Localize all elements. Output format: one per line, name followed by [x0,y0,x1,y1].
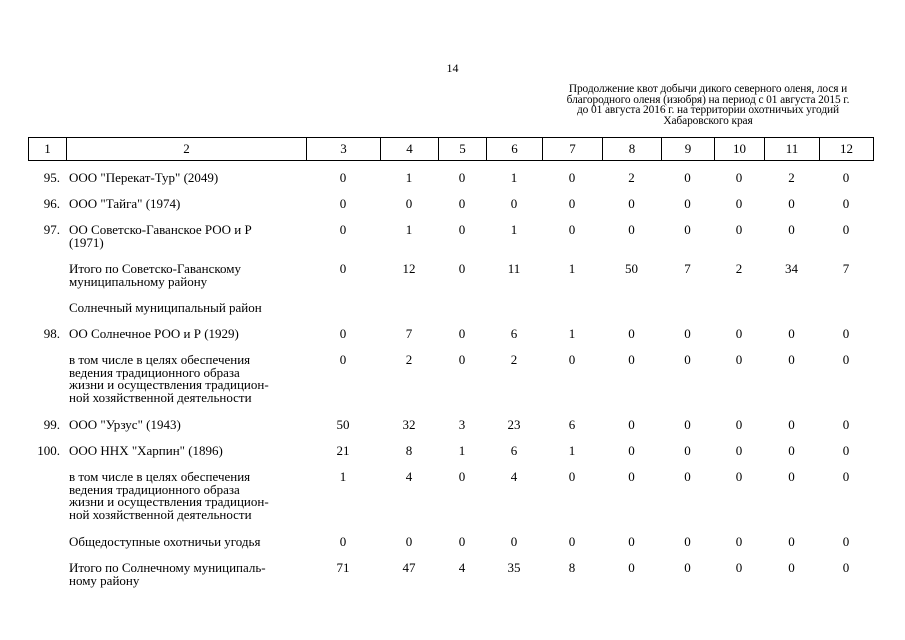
table-row [28,219,873,258]
table-row [28,466,873,531]
row-number [28,297,66,323]
organization-name-line: ОО Солнечное РОО и Р (1929) [69,326,239,341]
organization-name [66,466,306,531]
quota-value: 0 [628,443,635,458]
organization-name-line: ОО Советско-Гаванское РОО и Р [69,222,252,237]
organization-name [66,557,306,587]
quota-value: 0 [788,196,795,211]
quota-value: 0 [458,261,466,276]
quota-value: 8 [568,560,576,575]
quota-value: 0 [405,534,413,549]
quota-value: 0 [788,326,795,341]
quota-value: 0 [788,534,795,549]
quota-value: 0 [628,560,635,575]
quota-value: 0 [788,417,795,432]
quota-value: 0 [458,534,466,549]
quota-value: 0 [684,196,691,211]
column-header: 12 [820,138,874,161]
organization-name-line: ООО ННХ "Харпин" (1896) [69,443,223,458]
quota-value: 2 [735,261,743,276]
row-number: 98. [43,326,60,341]
quota-value: 21 [336,443,350,458]
table-row [28,414,873,440]
quota-table [28,167,873,587]
quota-value: 1 [510,222,518,237]
quota-value: 0 [628,222,635,237]
table-row [28,193,873,219]
organization-name-line: Итого по Советско-Гаванскому [69,261,242,276]
quota-value: 6 [510,326,518,341]
quota-value: 0 [788,352,795,367]
quota-value: 0 [735,443,743,458]
quota-value: 0 [684,560,691,575]
quota-value: 1 [568,326,576,341]
table-row [28,323,873,349]
organization-name-line: ООО "Тайга" (1974) [69,196,181,211]
quota-value [602,297,661,323]
quota-value: 0 [684,352,691,367]
column-header: 11 [765,138,820,161]
table-caption [540,84,876,126]
column-header: 3 [307,138,381,161]
quota-value: 0 [684,443,691,458]
quota-value: 6 [568,417,576,432]
column-header-row [29,138,874,161]
quota-value: 50 [336,417,350,432]
row-number: 95. [43,170,60,185]
organization-name-line: Солнечный муниципальный район [69,300,262,315]
quota-value: 1 [458,443,466,458]
quota-value: 0 [842,170,850,185]
column-header: 1 [29,138,67,161]
row-number [28,349,66,414]
quota-value: 0 [568,352,576,367]
quota-value: 0 [628,417,635,432]
quota-value: 12 [402,261,416,276]
quota-value: 0 [735,222,743,237]
quota-value: 0 [568,534,576,549]
quota-value: 0 [458,326,466,341]
quota-value: 0 [684,326,691,341]
column-header: 4 [381,138,439,161]
quota-value: 0 [842,222,850,237]
organization-name [66,323,306,349]
quota-value: 4 [510,469,518,484]
organization-name [66,219,306,258]
organization-name-line: жизни и осуществления традицион- [69,377,269,392]
quota-value: 0 [842,560,850,575]
quota-value: 1 [405,170,413,185]
quota-value: 0 [735,196,743,211]
quota-value: 2 [405,352,413,367]
organization-name [66,297,306,323]
column-header: 10 [715,138,765,161]
quota-value: 0 [628,534,635,549]
caption-line: Продолжение квот добычи дикого северного оленя, лося и [568,83,848,95]
quota-value: 0 [788,443,795,458]
organization-name [66,258,306,297]
quota-value: 0 [735,326,743,341]
column-header: 5 [439,138,487,161]
table-row [28,440,873,466]
row-number [28,466,66,531]
quota-value: 0 [735,417,743,432]
organization-name-line: жизни и осуществления традицион- [69,494,269,509]
quota-table-body [28,167,873,587]
column-header-table [28,137,874,161]
row-number: 97. [43,222,60,237]
quota-value: 0 [684,417,691,432]
organization-name-line: в том числе в целях обеспечения [69,352,251,367]
quota-value: 0 [684,222,691,237]
organization-name [66,531,306,557]
quota-value: 23 [507,417,521,432]
quota-value: 1 [510,170,518,185]
quota-value: 0 [339,534,347,549]
organization-name-line: в том числе в целях обеспечения [69,469,251,484]
caption-line: благородного оленя (изюбря) на период с 01 августа 2015 г. [566,93,850,106]
quota-value: 0 [568,196,576,211]
quota-value: 0 [339,170,347,185]
quota-value [380,297,438,323]
organization-name-line: ООО "Урзус" (1943) [69,417,181,432]
quota-value: 7 [684,261,691,276]
quota-value [438,297,486,323]
quota-value: 0 [339,196,347,211]
column-header: 9 [662,138,715,161]
table-row [28,349,873,414]
quota-value: 0 [735,534,743,549]
column-header: 2 [67,138,307,161]
quota-value: 7 [405,326,413,341]
quota-value: 1 [568,443,576,458]
quota-value: 0 [628,352,635,367]
quota-value: 0 [684,534,691,549]
quota-value: 34 [785,261,798,276]
quota-value: 1 [339,469,347,484]
organization-name [66,193,306,219]
quota-value: 0 [842,326,850,341]
quota-value: 0 [339,352,347,367]
organization-name-line: Итого по Солнечному муниципаль- [69,560,266,575]
quota-value [661,297,714,323]
quota-value: 71 [336,560,350,575]
quota-value: 0 [568,469,576,484]
organization-name-line: Общедоступные охотничьи угодья [69,534,261,549]
organization-name-line: ному району [69,572,140,588]
quota-value: 0 [735,469,743,484]
page-number: 14 [446,61,459,75]
quota-value: 0 [458,352,466,367]
table-row [28,557,873,587]
quota-value: 7 [842,261,850,276]
quota-value: 0 [510,196,518,211]
quota-value [486,297,542,323]
quota-value: 0 [458,222,466,237]
row-number [28,557,66,587]
quota-value: 4 [458,560,466,575]
quota-value: 2 [510,352,518,367]
organization-name-line: (1971) [69,234,104,250]
quota-value: 0 [339,326,347,341]
quota-value [714,297,764,323]
quota-value: 0 [405,196,413,211]
quota-value: 2 [628,170,635,185]
quota-value: 8 [405,443,413,458]
quota-value [306,297,380,323]
table-row [28,167,873,193]
column-header: 7 [543,138,603,161]
quota-value: 0 [628,326,635,341]
quota-value: 0 [788,222,795,237]
quota-value: 0 [842,352,850,367]
quota-value: 32 [402,417,416,432]
quota-value: 1 [405,222,413,237]
quota-value: 0 [458,170,466,185]
quota-value: 0 [842,534,850,549]
organization-name-line: муниципальному району [69,273,208,289]
caption-line: Хабаровского края [663,114,753,127]
quota-value: 0 [339,222,347,237]
quota-value: 0 [458,469,466,484]
quota-value: 0 [842,443,850,458]
row-number: 99. [43,417,60,432]
quota-value: 0 [842,417,850,432]
quota-value: 11 [507,261,521,276]
quota-value: 0 [735,170,743,185]
quota-value [542,297,602,323]
quota-value: 0 [842,196,850,211]
organization-name-line: ной хозяйственной деятельности [69,389,252,405]
quota-value: 6 [510,443,518,458]
quota-value: 0 [842,469,850,484]
table-row [28,297,873,323]
quota-value: 0 [568,222,576,237]
quota-value: 0 [684,469,691,484]
quota-value: 0 [568,170,576,185]
table-row [28,531,873,557]
quota-value: 50 [625,261,638,276]
quota-value: 0 [339,261,347,276]
quota-value: 1 [568,261,576,276]
quota-value: 47 [402,560,416,575]
quota-value: 0 [735,352,743,367]
quota-value: 35 [507,560,521,575]
quota-value: 0 [788,560,795,575]
organization-name [66,167,306,193]
quota-value: 2 [788,170,795,185]
row-number: 100. [37,443,60,458]
caption-line: до 01 августа 2016 г. на территории охотничьих угодий [576,104,840,117]
organization-name-line: ведения традиционного образа [69,481,240,497]
organization-name [66,414,306,440]
table-row [28,258,873,297]
organization-name-line: ООО "Перекат-Тур" (2049) [69,170,219,185]
quota-value: 3 [458,417,466,432]
quota-value [819,297,873,323]
quota-value: 0 [684,170,691,185]
quota-value: 4 [405,469,413,484]
quota-value: 0 [735,560,743,575]
quota-value [764,297,819,323]
quota-value: 0 [628,196,635,211]
quota-value: 0 [628,469,635,484]
quota-value: 0 [510,534,518,549]
organization-name [66,349,306,414]
row-number [28,531,66,557]
organization-name-line: ной хозяйственной деятельности [69,506,252,522]
quota-value: 0 [458,196,466,211]
row-number: 96. [43,196,60,211]
organization-name [66,440,306,466]
quota-value: 0 [788,469,795,484]
column-header: 8 [603,138,662,161]
organization-name-line: ведения традиционного образа [69,364,240,380]
row-number [28,258,66,297]
column-header: 6 [487,138,543,161]
